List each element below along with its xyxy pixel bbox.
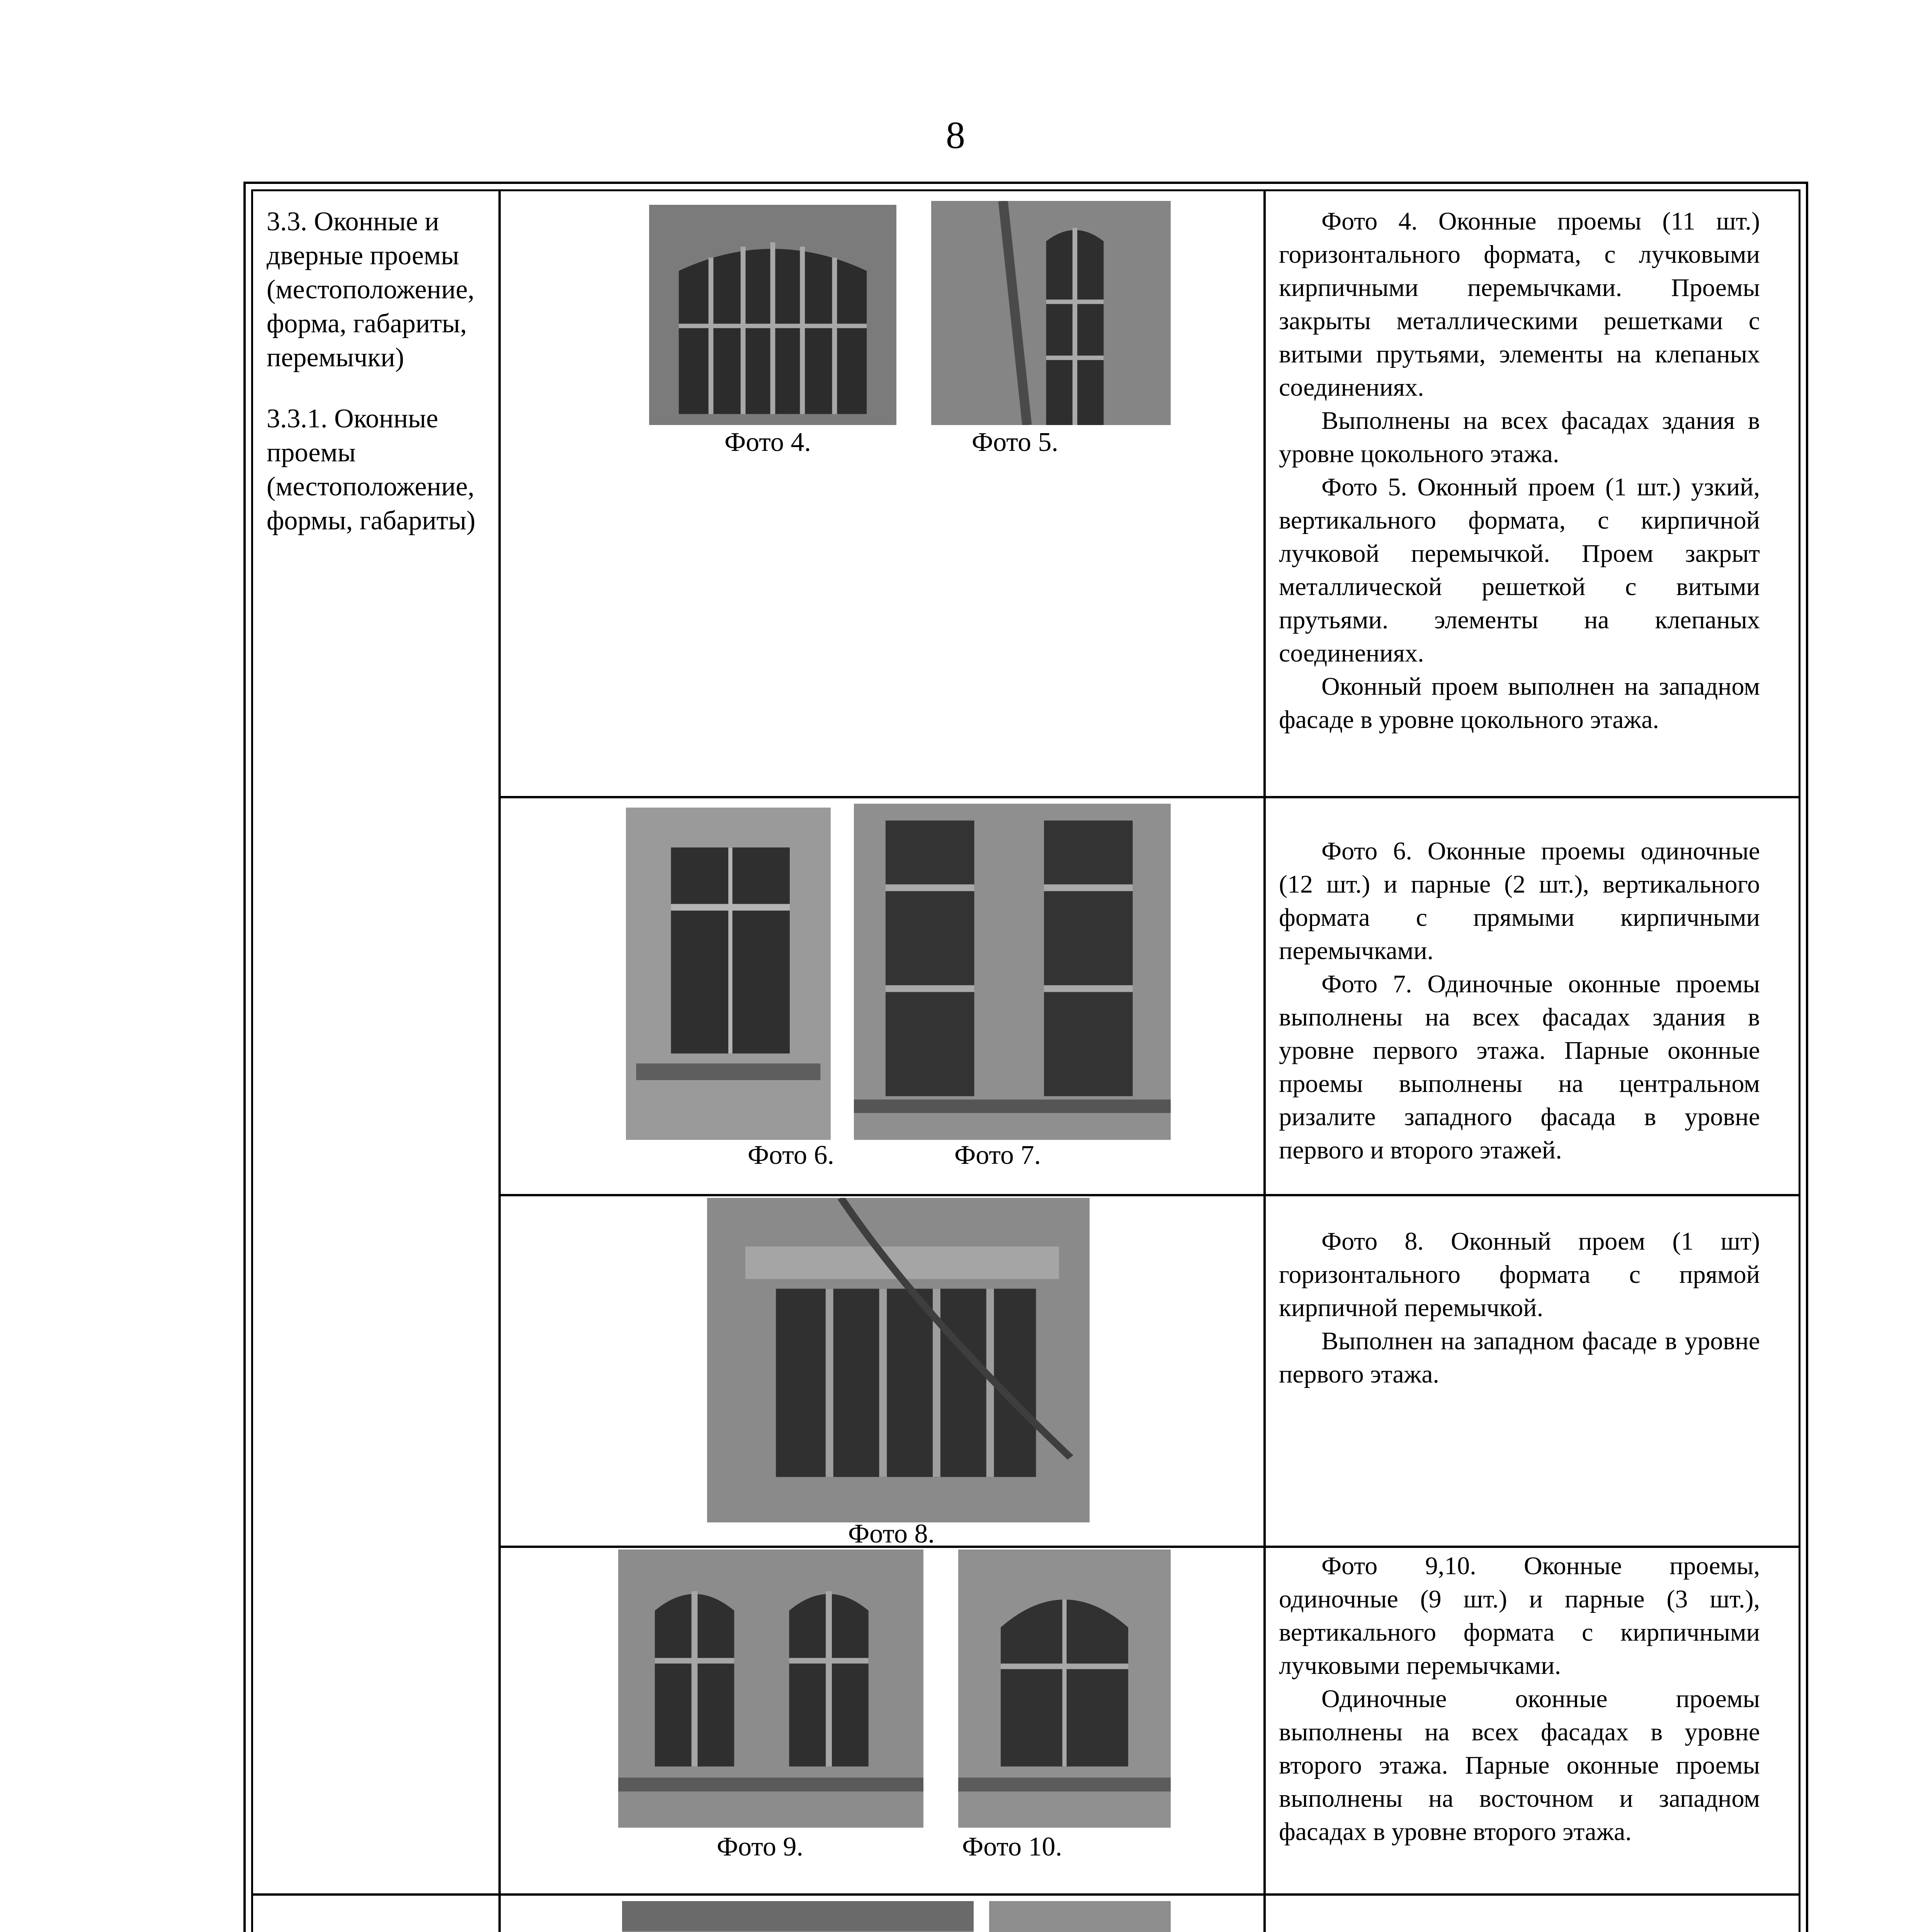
row-divider-2: [498, 1194, 1800, 1196]
photo-caption: Фото 7.: [954, 1140, 1041, 1170]
photo-caption: Фото 10.: [962, 1832, 1063, 1862]
description-paragraph: Одиночные оконные проемы выполнены на всех фасадах в уровне второго этажа. Парные оконные проемы выполнены на восточном и западном фасадах в уровне второго этажа.: [1279, 1685, 1760, 1846]
row-divider-3: [498, 1546, 1800, 1548]
page-number: 8: [946, 114, 965, 156]
photo-11: [622, 1901, 974, 1932]
description-paragraph: Фото 4. Оконные проемы (11 шт.) горизонтального формата, с лучковыми кирпичными перемычками. Проемы закрыты металлическими решетками с витыми прутьями, элементы на клепаных соединениях.: [1279, 207, 1760, 401]
section-heading: 3.3. Оконные и дверные проемы (местоположение, форма, габариты, перемычки): [267, 207, 474, 372]
row-divider-4: [251, 1893, 1800, 1896]
photo-6: [626, 808, 831, 1140]
photo-caption: Фото 9.: [717, 1832, 804, 1862]
column-divider-2: [1263, 189, 1266, 1932]
photo-caption: Фото 8.: [848, 1519, 935, 1549]
section-headings: [267, 205, 498, 565]
section-subheading: 3.3.1. Оконные проемы (местоположение, формы, габариты): [267, 404, 476, 536]
photo-12: [989, 1901, 1171, 1932]
photo-7: [854, 804, 1171, 1140]
description-paragraph: Оконный проем выполнен на западном фасаде в уровне цокольного этажа.: [1279, 672, 1760, 734]
description-paragraph: Фото 6. Оконные проемы одиночные (12 шт.) и парные (2 шт.), вертикального формата с прямыми кирпичными перемычками.: [1279, 837, 1760, 965]
row-1-description: [1279, 205, 1760, 736]
photo-4: [649, 205, 896, 425]
photo-caption: Фото 6.: [748, 1140, 835, 1170]
description-paragraph: Фото 5. Оконный проем (1 шт.) узкий, вертикального формата, с кирпичной лучковой перемычкой. Проем закрыт металлической решеткой с витыми прутьями. элементы на клепаных соединениях.: [1279, 473, 1760, 667]
description-paragraph: Фото 7. Одиночные оконные проемы выполнены на всех фасадах здания в уровне первого этажа. Парные оконные проемы выполнены на центральном ризалите западного фасада в уровне первого и второго этажей.: [1279, 970, 1760, 1164]
description-paragraph: Фото 8. Оконный проем (1 шт) горизонтального формата с прямой кирпичной перемычкой.: [1279, 1227, 1760, 1322]
row-2-description: [1279, 835, 1760, 1167]
photo-9: [618, 1549, 923, 1828]
photo-10: [958, 1549, 1171, 1828]
photo-caption: Фото 5.: [972, 427, 1059, 457]
column-divider-1: [498, 189, 501, 1932]
description-paragraph: Фото 9,10. Оконные проемы, одиночные (9 шт.) и парные (3 шт.), вертикального формата с кирпичными лучковыми перемычками.: [1279, 1552, 1760, 1680]
row-3-description: [1279, 1225, 1760, 1391]
description-paragraph: Выполнен на западном фасаде в уровне первого этажа.: [1279, 1327, 1760, 1388]
photo-8: [707, 1198, 1090, 1522]
photo-5: [931, 201, 1171, 425]
row-divider-1: [498, 796, 1800, 798]
photo-caption: Фото 4.: [724, 427, 811, 457]
row-4-description: [1279, 1549, 1760, 1849]
description-paragraph: Выполнены на всех фасадах здания в уровне цокольного этажа.: [1279, 406, 1760, 468]
